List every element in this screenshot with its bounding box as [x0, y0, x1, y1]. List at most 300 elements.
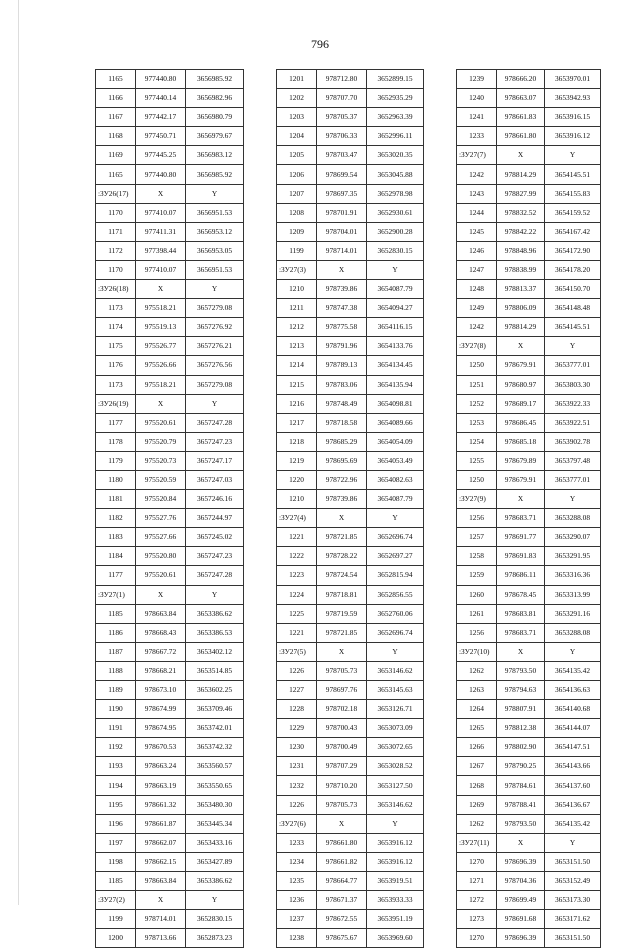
point-number: 1199 [96, 910, 136, 929]
x-coordinate: 978722.96 [317, 470, 367, 489]
y-coordinate: 3656980.79 [186, 108, 244, 127]
parcel-header-row [96, 891, 244, 910]
scan-edge-mark [18, 0, 19, 905]
y-coordinate: 3656953.05 [186, 241, 244, 260]
parcel-code: :ЗУ27(1) [96, 585, 136, 604]
table-row [277, 451, 424, 470]
parcel-header-row [457, 146, 601, 165]
y-coordinate: 3654134.45 [367, 356, 424, 375]
table-row [277, 413, 424, 432]
table-row [277, 394, 424, 413]
table-row [277, 623, 424, 642]
table-row [277, 719, 424, 738]
point-number: 1226 [277, 661, 317, 680]
y-coordinate: 3654135.42 [545, 814, 601, 833]
y-coordinate: 3653427.89 [186, 852, 244, 871]
table-row [96, 222, 244, 241]
x-coordinate: 978683.71 [497, 623, 545, 642]
coordinates-table-column-3 [456, 69, 601, 948]
table-row [277, 738, 424, 757]
parcel-header-row [96, 184, 244, 203]
table-row [457, 929, 601, 948]
table-row [96, 833, 244, 852]
y-coordinate: 3656985.92 [186, 70, 244, 89]
y-coordinate: 3652899.15 [367, 70, 424, 89]
y-coordinate: 3656983.12 [186, 146, 244, 165]
x-coordinate: 978721.85 [317, 623, 367, 642]
table-row [457, 375, 601, 394]
point-number: 1222 [277, 547, 317, 566]
x-coordinate: 978664.77 [317, 871, 367, 890]
x-coordinate: 978689.17 [497, 394, 545, 413]
x-coordinate: 978661.80 [497, 127, 545, 146]
point-number: 1185 [96, 604, 136, 623]
table-row [277, 280, 424, 299]
x-coordinate: 978700.43 [317, 719, 367, 738]
x-coordinate: 977411.31 [136, 222, 186, 241]
table-row [457, 585, 601, 604]
y-coordinate: 3656953.12 [186, 222, 244, 241]
point-number: 1204 [277, 127, 317, 146]
y-coordinate: 3652696.74 [367, 623, 424, 642]
x-coordinate: 975527.66 [136, 528, 186, 547]
point-number: 1236 [277, 891, 317, 910]
parcel-header-row [457, 833, 601, 852]
x-coordinate: 977398.44 [136, 241, 186, 260]
y-coordinate: 3653291.95 [545, 547, 601, 566]
table-row [96, 623, 244, 642]
point-number: 1200 [96, 929, 136, 948]
point-number: 1237 [277, 910, 317, 929]
y-coordinate: 3652978.98 [367, 184, 424, 203]
x-coordinate: 975520.84 [136, 490, 186, 509]
x-coordinate: 978718.58 [317, 413, 367, 432]
x-coordinate: 978674.99 [136, 700, 186, 719]
point-number: 1187 [96, 642, 136, 661]
table-row [457, 681, 601, 700]
point-number: 1217 [277, 413, 317, 432]
table-row [96, 528, 244, 547]
y-coordinate: 3654147.51 [545, 738, 601, 757]
x-coordinate: 978699.54 [317, 165, 367, 184]
y-coordinate: 3653902.78 [545, 432, 601, 451]
x-coordinate: 978793.50 [497, 661, 545, 680]
point-number: 1245 [457, 222, 497, 241]
point-number: 1260 [457, 585, 497, 604]
y-coordinate: Y [186, 184, 244, 203]
y-coordinate: 3652930.61 [367, 203, 424, 222]
table-row [96, 814, 244, 833]
table-row [96, 509, 244, 528]
table-row [96, 871, 244, 890]
x-coordinate: 978666.20 [497, 70, 545, 89]
y-coordinate: 3653922.51 [545, 413, 601, 432]
x-coordinate: 978696.39 [497, 852, 545, 871]
point-number: 1190 [96, 700, 136, 719]
table-row [277, 891, 424, 910]
x-coordinate: 978710.20 [317, 776, 367, 795]
x-coordinate: 978691.83 [497, 547, 545, 566]
table-row [96, 776, 244, 795]
coordinates-table-column-1 [95, 69, 244, 948]
table-row [277, 776, 424, 795]
table-row [457, 280, 601, 299]
point-number: 1273 [457, 910, 497, 929]
y-coordinate: 3654145.51 [545, 318, 601, 337]
point-number: 1189 [96, 681, 136, 700]
point-number: 1210 [277, 490, 317, 509]
y-coordinate: 3654054.09 [367, 432, 424, 451]
table-row [457, 910, 601, 929]
x-coordinate: 978661.83 [497, 108, 545, 127]
y-coordinate: 3652815.94 [367, 566, 424, 585]
y-coordinate: 3657246.16 [186, 490, 244, 509]
y-coordinate: 3653550.65 [186, 776, 244, 795]
y-coordinate: 3654155.83 [545, 184, 601, 203]
x-coordinate: 978739.86 [317, 490, 367, 509]
point-number: 1253 [457, 413, 497, 432]
y-coordinate: 3652900.28 [367, 222, 424, 241]
y-coordinate: 3657247.03 [186, 470, 244, 489]
y-coordinate: 3654150.70 [545, 280, 601, 299]
table-row [96, 318, 244, 337]
table-row [96, 89, 244, 108]
x-coordinate: 978661.32 [136, 795, 186, 814]
table-row [457, 547, 601, 566]
table-row [277, 795, 424, 814]
point-number: 1244 [457, 203, 497, 222]
table-row [277, 241, 424, 260]
y-coordinate: Y [545, 146, 601, 165]
y-coordinate: 3653291.16 [545, 604, 601, 623]
x-coordinate: X [136, 184, 186, 203]
parcel-header-row [277, 260, 424, 279]
table-row [96, 700, 244, 719]
parcel-code: :ЗУ27(11) [457, 833, 497, 852]
table-row [457, 394, 601, 413]
y-coordinate: 3653602.25 [186, 681, 244, 700]
point-number: 1170 [96, 260, 136, 279]
parcel-code: :ЗУ26(18) [96, 280, 136, 299]
x-coordinate: 978783.06 [317, 375, 367, 394]
x-coordinate: 978679.89 [497, 451, 545, 470]
y-coordinate: 3653151.50 [545, 929, 601, 948]
x-coordinate: 978712.80 [317, 70, 367, 89]
y-coordinate: 3653919.51 [367, 871, 424, 890]
y-coordinate: 3653288.08 [545, 623, 601, 642]
parcel-header-row [96, 280, 244, 299]
y-coordinate: 3657244.97 [186, 509, 244, 528]
x-coordinate: 978802.90 [497, 738, 545, 757]
x-coordinate: 978707.70 [317, 89, 367, 108]
point-number: 1270 [457, 929, 497, 948]
x-coordinate: 978668.21 [136, 661, 186, 680]
parcel-header-row [277, 814, 424, 833]
y-coordinate: 3653173.30 [545, 891, 601, 910]
x-coordinate: 978691.77 [497, 528, 545, 547]
point-number: 1185 [96, 871, 136, 890]
y-coordinate: 3653742.01 [186, 719, 244, 738]
table-row [277, 203, 424, 222]
y-coordinate: 3652873.23 [186, 929, 244, 948]
x-coordinate: 975527.76 [136, 509, 186, 528]
y-coordinate: 3654135.94 [367, 375, 424, 394]
table-row [96, 681, 244, 700]
y-coordinate: 3656985.92 [186, 165, 244, 184]
point-number: 1220 [277, 470, 317, 489]
y-coordinate: 3652760.06 [367, 604, 424, 623]
y-coordinate: 3654082.63 [367, 470, 424, 489]
point-number: 1240 [457, 89, 497, 108]
y-coordinate: 3653969.60 [367, 929, 424, 948]
y-coordinate: 3653152.49 [545, 871, 601, 890]
table-row [277, 700, 424, 719]
table-row [457, 356, 601, 375]
table-row [96, 127, 244, 146]
point-number: 1263 [457, 681, 497, 700]
x-coordinate: 978721.85 [317, 528, 367, 547]
x-coordinate: 978718.81 [317, 585, 367, 604]
x-coordinate: 978703.47 [317, 146, 367, 165]
table-row [277, 852, 424, 871]
parcel-code: :ЗУ27(9) [457, 490, 497, 509]
y-coordinate: 3654136.67 [545, 795, 601, 814]
y-coordinate: 3654136.63 [545, 681, 601, 700]
x-coordinate: X [136, 585, 186, 604]
x-coordinate: X [497, 833, 545, 852]
x-coordinate: 978661.87 [136, 814, 186, 833]
x-coordinate: 978838.99 [497, 260, 545, 279]
y-coordinate: Y [545, 833, 601, 852]
table-row [277, 375, 424, 394]
x-coordinate: 977410.07 [136, 203, 186, 222]
point-number: 1256 [457, 623, 497, 642]
point-number: 1259 [457, 566, 497, 585]
point-number: 1242 [457, 165, 497, 184]
point-number: 1194 [96, 776, 136, 795]
y-coordinate: 3654087.79 [367, 280, 424, 299]
point-number: 1175 [96, 337, 136, 356]
table-row [457, 89, 601, 108]
x-coordinate: 978663.84 [136, 871, 186, 890]
table-row [96, 738, 244, 757]
y-coordinate: 3657279.08 [186, 299, 244, 318]
point-number: 1199 [277, 241, 317, 260]
y-coordinate: 3653916.12 [367, 852, 424, 871]
point-number: 1265 [457, 719, 497, 738]
x-coordinate: 978848.96 [497, 241, 545, 260]
x-coordinate: 978719.59 [317, 604, 367, 623]
table-row [277, 833, 424, 852]
parcel-header-row [457, 337, 601, 356]
y-coordinate: 3653146.62 [367, 661, 424, 680]
x-coordinate: 975518.21 [136, 299, 186, 318]
y-coordinate: 3653942.93 [545, 89, 601, 108]
parcel-code: :ЗУ27(2) [96, 891, 136, 910]
point-number: 1165 [96, 165, 136, 184]
point-number: 1215 [277, 375, 317, 394]
y-coordinate: 3657247.17 [186, 451, 244, 470]
point-number: 1212 [277, 318, 317, 337]
y-coordinate: 3654094.27 [367, 299, 424, 318]
point-number: 1261 [457, 604, 497, 623]
table-row [457, 814, 601, 833]
point-number: 1223 [277, 566, 317, 585]
point-number: 1266 [457, 738, 497, 757]
y-coordinate: Y [186, 394, 244, 413]
point-number: 1176 [96, 356, 136, 375]
table-row [277, 470, 424, 489]
parcel-code: :ЗУ27(7) [457, 146, 497, 165]
y-coordinate: 3653045.88 [367, 165, 424, 184]
point-number: 1213 [277, 337, 317, 356]
table-row [457, 127, 601, 146]
y-coordinate: 3653127.50 [367, 776, 424, 795]
y-coordinate: Y [186, 280, 244, 299]
table-row [277, 89, 424, 108]
table-row [277, 184, 424, 203]
point-number: 1179 [96, 451, 136, 470]
table-row [457, 184, 601, 203]
y-coordinate: 3653145.63 [367, 681, 424, 700]
y-coordinate: 3654143.66 [545, 757, 601, 776]
y-coordinate: 3654098.81 [367, 394, 424, 413]
y-coordinate: 3654137.60 [545, 776, 601, 795]
parcel-code: :ЗУ27(10) [457, 642, 497, 661]
point-number: 1272 [457, 891, 497, 910]
table-row [277, 490, 424, 509]
y-coordinate: 3656982.96 [186, 89, 244, 108]
y-coordinate: 3657247.23 [186, 432, 244, 451]
y-coordinate: 3654178.20 [545, 260, 601, 279]
x-coordinate: 978696.39 [497, 929, 545, 948]
point-number: 1239 [457, 70, 497, 89]
point-number: 1181 [96, 490, 136, 509]
x-coordinate: 978662.15 [136, 852, 186, 871]
y-coordinate: 3657247.23 [186, 547, 244, 566]
table-row [277, 910, 424, 929]
point-number: 1247 [457, 260, 497, 279]
point-number: 1224 [277, 585, 317, 604]
table-row [457, 852, 601, 871]
table-row [457, 700, 601, 719]
x-coordinate: 978791.96 [317, 337, 367, 356]
table-row [457, 776, 601, 795]
x-coordinate: X [497, 337, 545, 356]
x-coordinate: 978686.45 [497, 413, 545, 432]
point-number: 1262 [457, 814, 497, 833]
y-coordinate: 3653916.12 [545, 127, 601, 146]
page-number: 796 [311, 37, 329, 51]
table-row [96, 451, 244, 470]
point-number: 1229 [277, 719, 317, 738]
parcel-header-row [457, 642, 601, 661]
x-coordinate: 977442.17 [136, 108, 186, 127]
y-coordinate: 3653742.32 [186, 738, 244, 757]
x-coordinate: 978701.91 [317, 203, 367, 222]
table-row [96, 260, 244, 279]
point-number: 1271 [457, 871, 497, 890]
table-row [457, 738, 601, 757]
x-coordinate: 978714.01 [136, 910, 186, 929]
table-row [457, 241, 601, 260]
x-coordinate: 978705.37 [317, 108, 367, 127]
x-coordinate: 978680.97 [497, 375, 545, 394]
table-row [277, 757, 424, 776]
point-number: 1242 [457, 318, 497, 337]
y-coordinate: 3652856.55 [367, 585, 424, 604]
x-coordinate: 978705.73 [317, 661, 367, 680]
table-row [277, 356, 424, 375]
point-number: 1234 [277, 852, 317, 871]
parcel-code: :ЗУ26(19) [96, 394, 136, 413]
point-number: 1216 [277, 394, 317, 413]
point-number: 1235 [277, 871, 317, 890]
point-number: 1246 [457, 241, 497, 260]
table-row [457, 566, 601, 585]
y-coordinate: Y [367, 509, 424, 528]
table-row [457, 108, 601, 127]
x-coordinate: 978697.35 [317, 184, 367, 203]
x-coordinate: 978678.45 [497, 585, 545, 604]
table-row [457, 509, 601, 528]
table-row [457, 528, 601, 547]
y-coordinate: 3653290.07 [545, 528, 601, 547]
table-row [457, 260, 601, 279]
table-row [96, 70, 244, 89]
table-row [96, 757, 244, 776]
coordinates-table-column-2 [276, 69, 424, 948]
x-coordinate: 978661.82 [317, 852, 367, 871]
x-coordinate: 978667.72 [136, 642, 186, 661]
y-coordinate: Y [186, 891, 244, 910]
table-row [96, 432, 244, 451]
point-number: 1243 [457, 184, 497, 203]
x-coordinate: 978663.07 [497, 89, 545, 108]
table-row [96, 413, 244, 432]
y-coordinate: 3654135.42 [545, 661, 601, 680]
x-coordinate: X [317, 509, 367, 528]
point-number: 1173 [96, 375, 136, 394]
x-coordinate: 978788.41 [497, 795, 545, 814]
table-row [277, 547, 424, 566]
point-number: 1174 [96, 318, 136, 337]
point-number: 1249 [457, 299, 497, 318]
y-coordinate: 3652996.11 [367, 127, 424, 146]
point-number: 1209 [277, 222, 317, 241]
point-number: 1254 [457, 432, 497, 451]
y-coordinate: 3653970.01 [545, 70, 601, 89]
x-coordinate: 975526.66 [136, 356, 186, 375]
x-coordinate: 978794.63 [497, 681, 545, 700]
y-coordinate: 3653386.62 [186, 604, 244, 623]
y-coordinate: 3654133.76 [367, 337, 424, 356]
table-row [277, 108, 424, 127]
parcel-code: :ЗУ27(4) [277, 509, 317, 528]
point-number: 1188 [96, 661, 136, 680]
table-row [277, 661, 424, 680]
point-number: 1197 [96, 833, 136, 852]
parcel-header-row [457, 490, 601, 509]
y-coordinate: 3656951.53 [186, 203, 244, 222]
table-row [96, 356, 244, 375]
x-coordinate: 978832.52 [497, 203, 545, 222]
x-coordinate: 978790.25 [497, 757, 545, 776]
x-coordinate: 978806.09 [497, 299, 545, 318]
x-coordinate: 977410.07 [136, 260, 186, 279]
table-row [96, 795, 244, 814]
x-coordinate: 975526.77 [136, 337, 186, 356]
